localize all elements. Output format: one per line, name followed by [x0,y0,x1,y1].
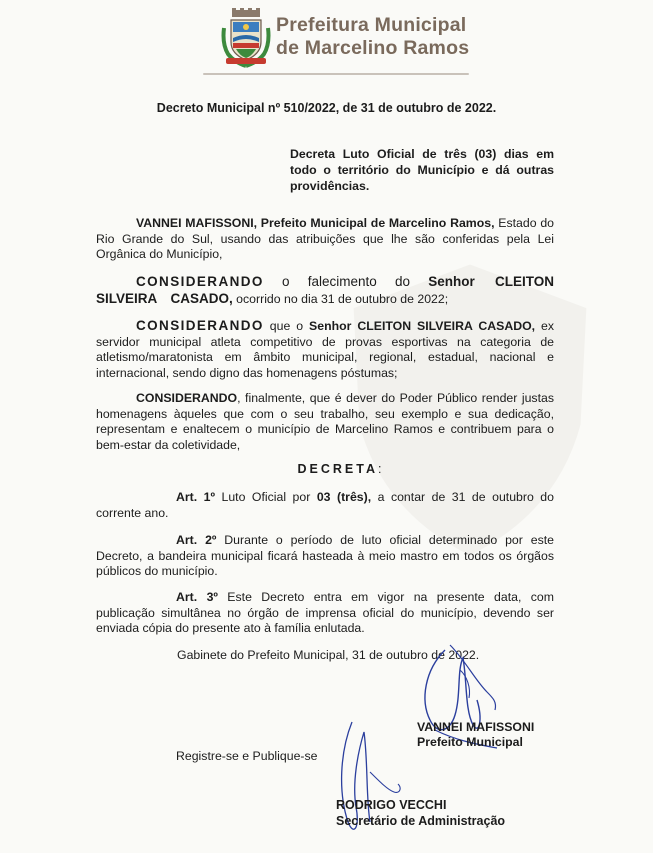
secretary-signature-block [336,797,505,829]
article-1-label: Art. 1º [176,490,215,504]
coat-of-arms-logo [220,8,272,68]
decreta-colon: : [378,462,382,476]
mayor-signature-block [417,720,534,750]
registre-publique-text: Registre-se e Publique-se [176,749,318,763]
considerando-2-bold: Senhor CLEITON SILVEIRA CASADO, [309,319,536,333]
article-1-bold: 03 (três), [316,490,372,504]
mayor-title: Prefeito Municipal [417,735,523,749]
secretary-name: RODRIGO VECCHI [336,798,447,812]
decree-title: Decreto Municipal nº 510/2022, de 31 de outubro de 2022. [156,101,497,115]
considerando-2-text2: ex servidor municipal atleta competitivo de provas esportivas na categoria de atletismo/maratonista em âmbito municipal, regional, estadual, nacional e internacional, sendo digno das homenagens póstumas; [96,319,555,380]
considerando-2-text1: que o [263,319,310,333]
preamble-paragraph [96,216,554,263]
header-title-line2: de Marcelino Ramos [276,37,470,59]
considerando-2-word: CONSIDERANDO [136,318,264,333]
header-divider [203,73,469,75]
article-2-paragraph [96,533,554,580]
article-1-text1: Luto Oficial por [215,490,317,504]
considerando-1-paragraph [96,274,554,307]
article-1-paragraph [96,490,554,521]
considerando-3-text: , finalmente, que é dever do Poder Público render justas homenagens àqueles que com o seu trabalho, seu exemplo e sua dedicação, representam e enaltecem o município de Marcelino Ramos e contribuem para o bem-estar da coletividade, [96,391,554,452]
header-title [276,14,469,60]
decreta-heading [0,462,653,476]
article-1-text2: a contar de 31 de outubro do corrente ano. [96,490,554,520]
preamble-bold: VANNEI MAFISSONI, Prefeito Municipal de Marcelino Ramos, [136,216,495,230]
secretary-title: Secretário de Administração [336,814,506,828]
mayor-name: VANNEI MAFISSONI [417,720,535,734]
place-and-date: Gabinete do Prefeito Municipal, 31 de outubro de 2022. [177,648,480,662]
considerando-2-paragraph [96,318,554,381]
header-title-line1: Prefeitura Municipal [276,14,467,36]
considerando-3-word: CONSIDERANDO [136,391,238,405]
article-2-label: Art. 2º [176,533,217,547]
decreta-word: DECRETA [297,462,378,476]
article-3-label: Art. 3º [176,590,218,604]
considerando-1-bold: Senhor CLEITON SILVEIRA CASADO, [96,274,554,306]
considerando-1-text1: o falecimento do [263,274,429,289]
preamble-text: Estado do Rio Grande do Sul, usando das atribuições que lhe são conferidas pela Lei Orgânica do Município, [96,216,554,261]
decree-ementa: Decreta Luto Oficial de três (03) dias em todo o território do Município e dá outras providências. [290,147,554,193]
article-2-text: Durante o período de luto oficial determinado por este Decreto, a bandeira municipal ficará hasteada à meio mastro em todos os órgãos públicos do município. [96,533,554,578]
considerando-1-word: CONSIDERANDO [136,274,264,289]
article-3-paragraph [96,590,554,637]
considerando-1-text2: ocorrido no dia 31 de outubro de 2022; [232,291,449,306]
considerando-3-paragraph [96,391,554,453]
article-3-text: Este Decreto entra em vigor na presente data, com publicação simultânea no órgão de imprensa oficial do município, devendo ser enviada cópia do presente ato à família enlutada. [96,590,554,635]
